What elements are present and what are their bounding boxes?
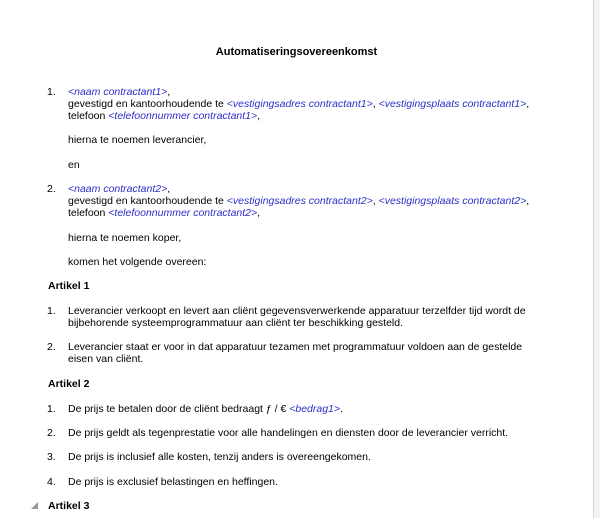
article2-item1-text bbox=[68, 403, 343, 415]
amount-placeholder[interactable]: <bedrag1> bbox=[289, 403, 341, 415]
party1-number: 1. bbox=[47, 86, 56, 98]
article2-item3-number: 3. bbox=[47, 451, 56, 463]
collapse-triangle-icon[interactable] bbox=[31, 502, 38, 509]
article1-item2-line1: Leverancier staat er voor in dat apparatuur tezamen met programmatuur voldoen aan de gestelde bbox=[68, 341, 523, 353]
party1-address-placeholder[interactable]: <vestigingsadres contractant1> bbox=[226, 98, 373, 110]
article2-item3-text: De prijs is inclusief alle kosten, tenzij anders is overeengekomen. bbox=[68, 451, 371, 463]
article2-item1-suffix: . bbox=[340, 403, 343, 415]
article1-item2-number: 2. bbox=[47, 341, 56, 353]
agreement-text: komen het volgende overeen: bbox=[68, 256, 207, 268]
party1-name-placeholder[interactable]: <naam contractant1> bbox=[68, 86, 168, 98]
party2-phone-prefix: telefoon bbox=[68, 207, 109, 219]
party1-phone-line: telefoon <telefoonnummer contractant1>, bbox=[68, 110, 261, 122]
party2-phone-placeholder[interactable]: <telefoonnummer contractant2> bbox=[108, 207, 258, 219]
article2-item1-prefix: De prijs te betalen door de cliënt bedraagt ƒ / € bbox=[68, 403, 290, 415]
article1-heading: Artikel 1 bbox=[48, 280, 90, 292]
party1-phone-prefix: telefoon bbox=[68, 110, 109, 122]
party2-phone-line: telefoon <telefoonnummer contractant2>, bbox=[68, 207, 261, 219]
party1-place-placeholder[interactable]: <vestigingsplaats contractant1> bbox=[378, 98, 527, 110]
party2-place-placeholder[interactable]: <vestigingsplaats contractant2> bbox=[378, 195, 527, 207]
party2-name-placeholder[interactable]: <naam contractant2> bbox=[68, 183, 168, 195]
party1-name-line: <naam contractant1>, bbox=[68, 86, 171, 98]
article2-item2-number: 2. bbox=[47, 427, 56, 439]
party1-role: hierna te noemen leverancier, bbox=[68, 134, 207, 146]
article2-item4-text: De prijs is exclusief belastingen en heffingen. bbox=[68, 476, 278, 488]
party2-address-line: gevestigd en kantoorhoudende te <vestigingsadres contractant2>, <vestigingsplaats contractant2>, bbox=[68, 195, 530, 207]
article3-heading: Artikel 3 bbox=[48, 500, 90, 512]
article2-item2-text: De prijs geldt als tegenprestatie voor alle handelingen en diensten door de leverancier verricht. bbox=[68, 427, 509, 439]
party1-phone-placeholder[interactable]: <telefoonnummer contractant1> bbox=[108, 110, 258, 122]
article2-item4-number: 4. bbox=[47, 476, 56, 488]
document-title: Automatiseringsovereenkomst bbox=[215, 46, 378, 58]
party2-number: 2. bbox=[47, 183, 56, 195]
page-edge-gutter bbox=[594, 0, 600, 518]
article1-item2-line2: eisen van cliënt. bbox=[68, 353, 144, 365]
article2-item1-number: 1. bbox=[47, 403, 56, 415]
article1-item1-line1: Leverancier verkoopt en levert aan cliënt gegevensverwerkende apparatuur terzelfder tijd wordt de bbox=[68, 305, 526, 317]
article1-item1-number: 1. bbox=[47, 305, 56, 317]
party2-address-placeholder[interactable]: <vestigingsadres contractant2> bbox=[226, 195, 373, 207]
and-text: en bbox=[68, 159, 80, 171]
article1-item1-line2: bijbehorende systeemprogrammatuur aan cliënt ter beschikking gesteld. bbox=[68, 317, 404, 329]
party2-role: hierna te noemen koper, bbox=[68, 232, 182, 244]
party1-address-line: gevestigd en kantoorhoudende te <vestigingsadres contractant1>, <vestigingsplaats contractant1>, bbox=[68, 98, 530, 110]
article2-heading: Artikel 2 bbox=[48, 378, 90, 390]
party1-address-prefix: gevestigd en kantoorhoudende te bbox=[68, 98, 227, 110]
party2-address-prefix: gevestigd en kantoorhoudende te bbox=[68, 195, 227, 207]
party2-name-line: <naam contractant2>, bbox=[68, 183, 171, 195]
